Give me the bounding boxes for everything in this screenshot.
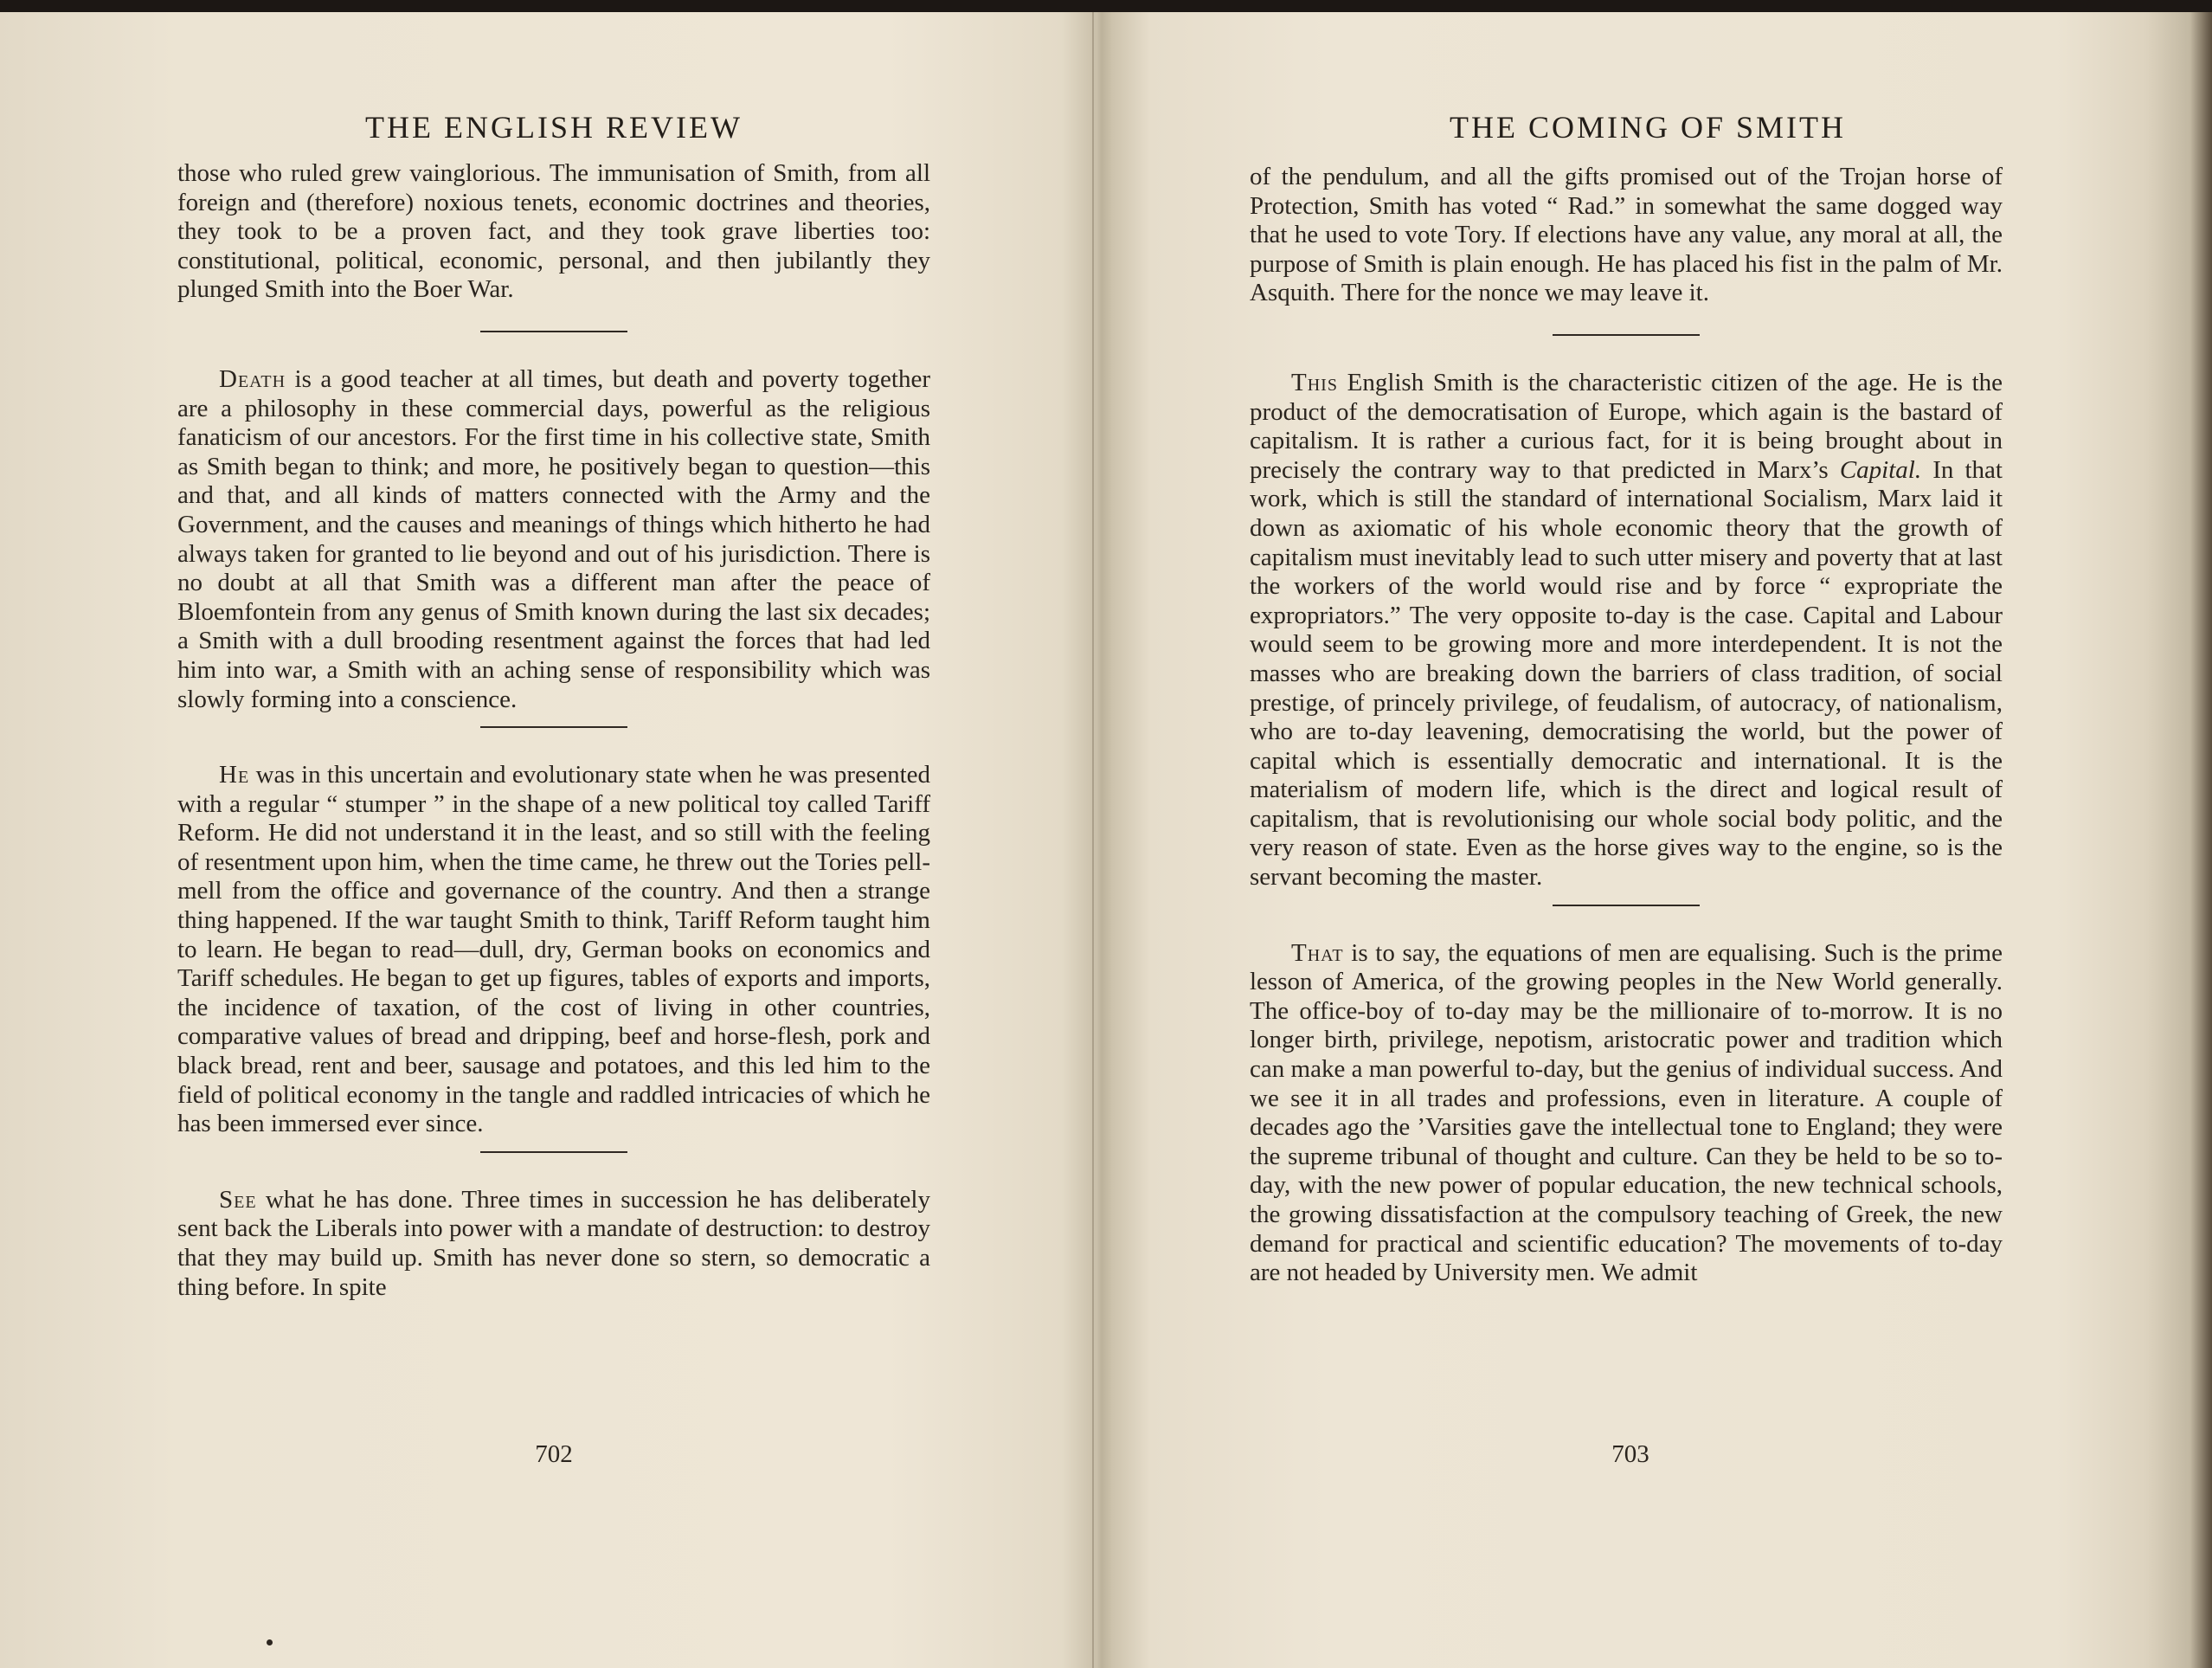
paragraph-text: what he has done. Three times in succession he has deliberately sent back the Liberals into power with a mandate of destruction: to destroy that they may build up. Smith has never done so stern, so democratic a thing before. In spite <box>177 1185 930 1301</box>
section-divider <box>1553 334 1700 336</box>
paragraph-lead-word: This <box>1291 368 1338 396</box>
paragraph-text: those who ruled grew vainglorious. The immunisation of Smith, from all foreign and (therefore) noxious tenets, economic doctrines and theories, they took to be a proven fact, and they took grave liberties too: constitutional, political, economic, personal, and then jubilantly they plunged Smith into the Boer War. <box>177 159 930 304</box>
page-number-right: 703 <box>1611 1440 1649 1468</box>
section-divider <box>480 331 627 332</box>
right-page <box>1094 12 2212 1668</box>
paragraph-lead-word: See <box>219 1185 257 1214</box>
book-spread <box>0 12 2212 1668</box>
section-divider <box>1553 905 1700 906</box>
paragraph-lead-word: He <box>219 761 250 789</box>
paragraph-text: of the pendulum, and all the gifts promised out of the Trojan horse of Protection, Smith has voted “ Rad.” in somewhat the same dogged way that he used to vote Tory. If elections have any value, any moral at all, the purpose of Smith is plain enough. He has placed his fist in the palm of Mr. Asquith. There for the nonce we may leave it. <box>1250 163 2003 307</box>
paragraph-lead-word: That <box>1291 938 1344 967</box>
section-divider <box>480 726 627 728</box>
left-text-block <box>177 159 930 1302</box>
paragraph-continued <box>177 159 930 305</box>
paragraph-text: is a good teacher at all times, but death and poverty together are a philosophy in these commercial days, powerful as the religious fanaticism of our ancestors. For the first time in his collective state, Smith as Smith began to think; and more, he positively began to question—this and that, and all kinds of matters connected with the Army and the Government, and the causes and meanings of things which hitherto he had always taken for granted to lie beyond and out of his jurisdiction. There is no doubt at all that Smith was a different man after the peace of Bloemfontein from any genus of Smith known during the last six decades; a Smith with a dull brooding resentment against the forces that had led him into war, a Smith with an aching sense of responsibility which was slowly forming into a conscience. <box>177 364 930 713</box>
paragraph-text: was in this uncertain and evolutionary state when he was presented with a regular “ stumper ” in the shape of a new political toy called Tariff Reform. He did not understand it in the least, and so still with the feeling of resentment upon him, when the time came, he threw out the Tories pell-mell from the office and governance of the country. And then a strange thing happened. If the war taught Smith to think, Tariff Reform taught him to learn. He began to read—dull, dry, German books on economics and Tariff schedules. He began to get up figures, tables of exports and imports, the incidence of taxation, of the cost of living in other countries, comparative values of bread and dripping, beef and horse-flesh, pork and black bread, rent and beer, sausage and potatoes, and this led him to the field of political economy in the tangle and raddled intricacies of which he has been immersed ever since. <box>177 761 930 1138</box>
paragraph <box>177 761 930 1139</box>
paragraph-text: English Smith is the characteristic citizen of the age. He is the product of the democratisation of Europe, which again is the bastard of capitalism. It is rather a curious fact, for it is being brought about in precisely the contrary way to that predicted in Marx’s <box>1250 368 2003 484</box>
paragraph <box>177 365 930 714</box>
paragraph-text: is to say, the equations of men are equalising. Such is the prime lesson of America, of the growing peoples in the New World generally. The office-boy of to-day may be the millionaire of to-morrow. It is no longer birth, privilege, nepotism, aristocratic power and tradition which can make a man powerful to-day, but the genius of individual success. And we see it in all trades and professions, even in literature. A couple of decades ago the ’Varsities gave the intellectual tone to England; they were the supreme tribunal of thought and culture. Can they be held to be so to-day, with the new power of popular education, the new technical schools, the growing dissatisfaction at the compulsory teaching of Greek, the new demand for practical and scientific education? The movements of to-day are not headed by University men. We admit <box>1250 938 2003 1287</box>
paragraph <box>177 1186 930 1302</box>
paragraph-lead-word: Death <box>219 364 286 393</box>
ink-speck <box>267 1639 273 1645</box>
running-head-right: THE COMING OF SMITH <box>1449 110 1846 145</box>
running-head-left: THE ENGLISH REVIEW <box>365 110 743 145</box>
paragraph <box>1250 369 2003 892</box>
left-page <box>0 12 1092 1668</box>
page-number-left: 702 <box>535 1440 573 1468</box>
section-divider <box>480 1151 627 1153</box>
paragraph-text: In that work, which is still the standard of international Socialism, Marx laid it down as axiomatic of his whole economic theory that the growth of capitalism must inevitably lead to such utter misery and poverty that at last the workers of the world would rise and by force “ expropriate the expropriators.” The very opposite to-day is the case. Capital and Labour would seem to be growing more and more interdependent. It is not the masses who are breaking down the barriers of class tradition, of social prestige, of princely privilege, of feudalism, of autocracy, of nationalism, who are to-day leavening, democratising the world, but the power of capital which is essentially democratic and international. It is the materialism of modern life, which is the direct and logical result of capitalism, that is revolutionising our whole social body politic, and the very reason of state. Even as the horse gives way to the engine, so is the servant becoming the master. <box>1250 455 2003 892</box>
italic-title: Capital. <box>1839 455 1922 484</box>
paragraph <box>1250 939 2003 1288</box>
right-text-block <box>1250 163 2003 1288</box>
paragraph-continued <box>1250 163 2003 308</box>
